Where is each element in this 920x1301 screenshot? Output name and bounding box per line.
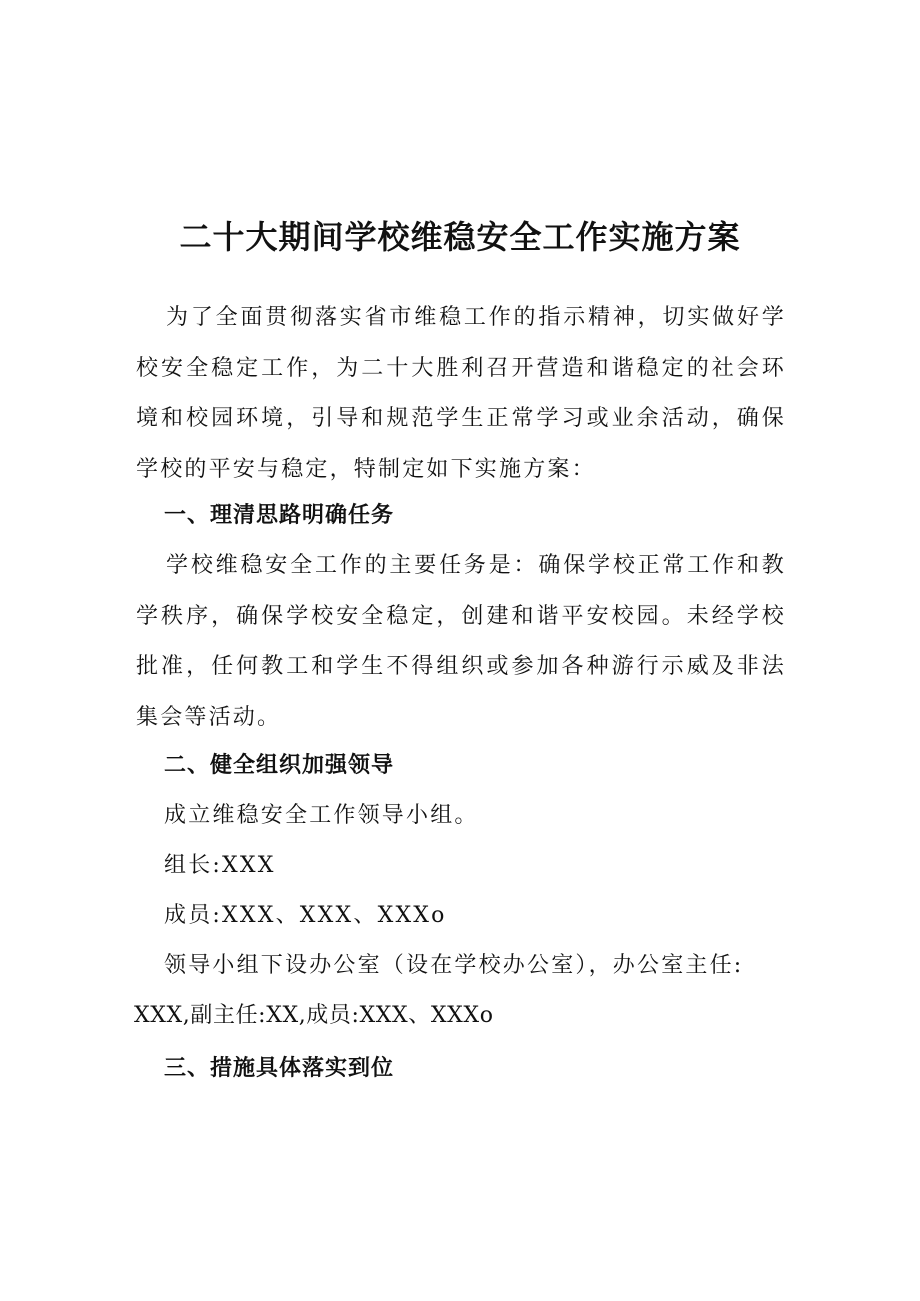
- section-2-line-leader: 组长:XXX: [164, 853, 276, 878]
- section-1-heading: 一、理清思路明确任务: [164, 503, 395, 528]
- section-2-heading: 二、健全组织加强领导: [164, 753, 395, 778]
- section-2-line-office-staff: XXX,副主任:XX,成员:XXX、XXXo: [134, 1003, 494, 1028]
- document-title: 二十大期间学校维稳安全工作实施方案: [179, 218, 741, 256]
- section-1-paragraph: 学校维稳安全工作的主要任务是：确保学校正常工作和教学秩序，确保学校安全稳定，创建和谐平安校园。未经学校批准，任何教工和学生不得组织或参加各种游行示威及非法集会等活动。: [136, 553, 786, 730]
- section-2-line-office: 领导小组下设办公室（设在学校办公室），办公室主任:: [164, 953, 744, 978]
- section-2-line-members: 成员:XXX、XXX、XXXo: [164, 903, 447, 928]
- intro-paragraph: 为了全面贯彻落实省市维稳工作的指示精神，切实做好学校安全稳定工作，为二十大胜利召开营造和谐稳定的社会环境和校园环境，引导和规范学生正常学习或业余活动，确保学校的平安与稳定，特制定如下实施方案：: [136, 305, 786, 482]
- section-2-line-group-setup: 成立维稳安全工作领导小组。: [164, 803, 479, 828]
- section-3-heading: 三、措施具体落实到位: [164, 1056, 395, 1081]
